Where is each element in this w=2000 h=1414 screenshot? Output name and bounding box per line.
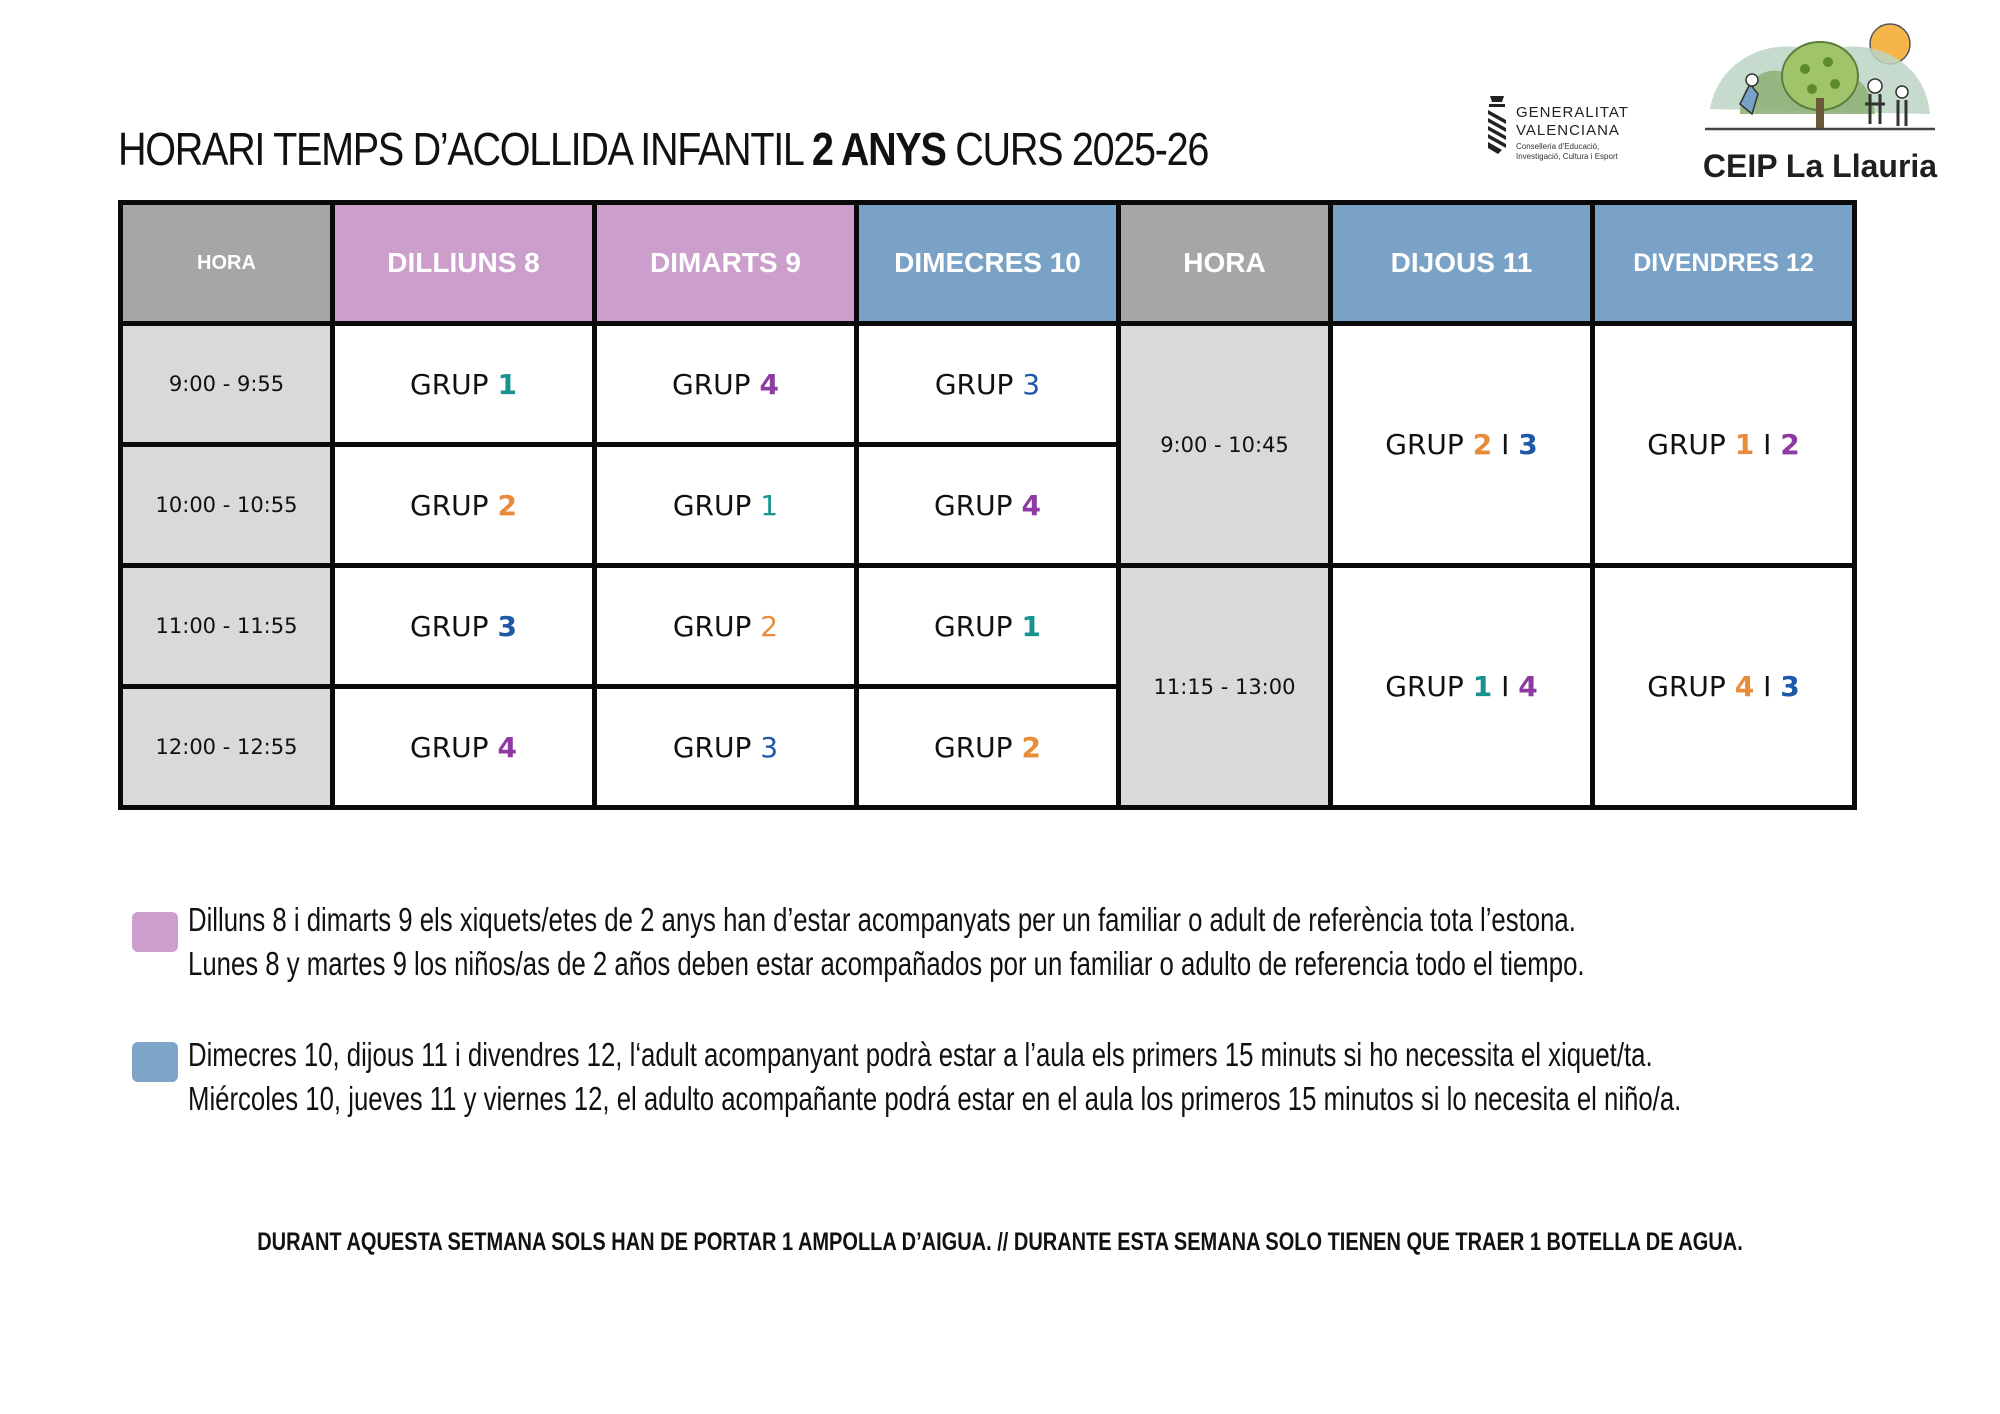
note-blue-line1: Dimecres 10, dijous 11 i divendres 12, l‘adult acompanyant podrà estar a l’aula els primers 15 minuts si ho necessita el xiquet/ta. — [188, 1036, 1653, 1073]
group-cell: GRUP 4 — [595, 324, 857, 445]
group-cell: GRUP 3 — [333, 566, 595, 687]
group-cell: GRUP 4 — [857, 445, 1119, 566]
group-cell: GRUP 1 — [333, 324, 595, 445]
title-bold: 2 ANYS — [811, 123, 946, 175]
title-suffix: CURS 2025-26 — [955, 123, 1209, 175]
header-monday: DILLIUNS 8 — [333, 203, 595, 324]
header-thursday: DIJOUS 11 — [1331, 203, 1593, 324]
generalitat-line3: Conselleria d'Educació, — [1516, 142, 1600, 151]
table-row — [121, 324, 1855, 445]
note-pink-line1: Dilluns 8 i dimarts 9 els xiquets/etes de 2 anys han d’estar acompanyats per un familiar o adult de referència tota l’estona. — [188, 901, 1576, 938]
group-cell: GRUP 2 — [857, 687, 1119, 808]
time-cell: 11:15 - 13:00 — [1119, 566, 1331, 808]
group-cell: GRUP 2 I 3 — [1331, 324, 1593, 566]
school-name: CEIP La Llauria — [1702, 148, 1938, 184]
title-prefix: HORARI TEMPS D’ACOLLIDA INFANTIL — [118, 123, 803, 175]
school-logo-art — [1700, 14, 1940, 144]
group-cell: GRUP 1 — [595, 445, 857, 566]
note-pink-line2: Lunes 8 y martes 9 los niños/as de 2 años deben estar acompañados por un familiar o adulto de referencia todo el tiempo. — [188, 945, 1585, 982]
group-cell: GRUP 1 — [857, 566, 1119, 687]
table-row — [121, 566, 1855, 687]
legend-swatch-pink — [132, 912, 178, 952]
page-title — [118, 122, 1208, 176]
header-friday: DIVENDRES 12 — [1593, 203, 1855, 324]
group-cell: GRUP 4 I 3 — [1593, 566, 1855, 808]
time-cell: 12:00 - 12:55 — [121, 687, 333, 808]
generalitat-line1: GENERALITAT — [1516, 104, 1629, 121]
group-cell: GRUP 3 — [857, 324, 1119, 445]
note-pink — [188, 898, 1585, 986]
generalitat-logo — [1484, 92, 1629, 164]
group-cell: GRUP 2 — [333, 445, 595, 566]
footer-notice: DURANT AQUESTA SETMANA SOLS HAN DE PORTAR 1 AMPOLLA D’AIGUA. // DURANTE ESTA SEMANA SOLO TIENEN QUE TRAER 1 BOTELLA DE AGUA. — [257, 1228, 1743, 1256]
header-hora-right: HORA — [1119, 203, 1331, 324]
time-cell: 10:00 - 10:55 — [121, 445, 333, 566]
note-blue-line2: Miércoles 10, jueves 11 y viernes 12, el adulto acompañante podrá estar en el aula los primeros 15 minutos si lo necesita el niño/a. — [188, 1080, 1682, 1117]
note-blue — [188, 1033, 1681, 1121]
time-cell: 9:00 - 10:45 — [1119, 324, 1331, 566]
header-tuesday: DIMARTS 9 — [595, 203, 857, 324]
time-cell: 9:00 - 9:55 — [121, 324, 333, 445]
group-cell: GRUP 3 — [595, 687, 857, 808]
group-cell: GRUP 4 — [333, 687, 595, 808]
header-hora-left: HORA — [121, 203, 333, 324]
legend-swatch-blue — [132, 1042, 178, 1082]
generalitat-line2: VALENCIANA — [1516, 122, 1620, 139]
schedule-table — [118, 200, 1857, 810]
generalitat-emblem-icon — [1484, 94, 1510, 156]
generalitat-line4: Investigació, Cultura i Esport — [1516, 152, 1618, 161]
group-cell: GRUP 2 — [595, 566, 857, 687]
group-cell: GRUP 1 I 4 — [1331, 566, 1593, 808]
header-wednesday: DIMECRES 10 — [857, 203, 1119, 324]
group-cell: GRUP 1 I 2 — [1593, 324, 1855, 566]
time-cell: 11:00 - 11:55 — [121, 566, 333, 687]
